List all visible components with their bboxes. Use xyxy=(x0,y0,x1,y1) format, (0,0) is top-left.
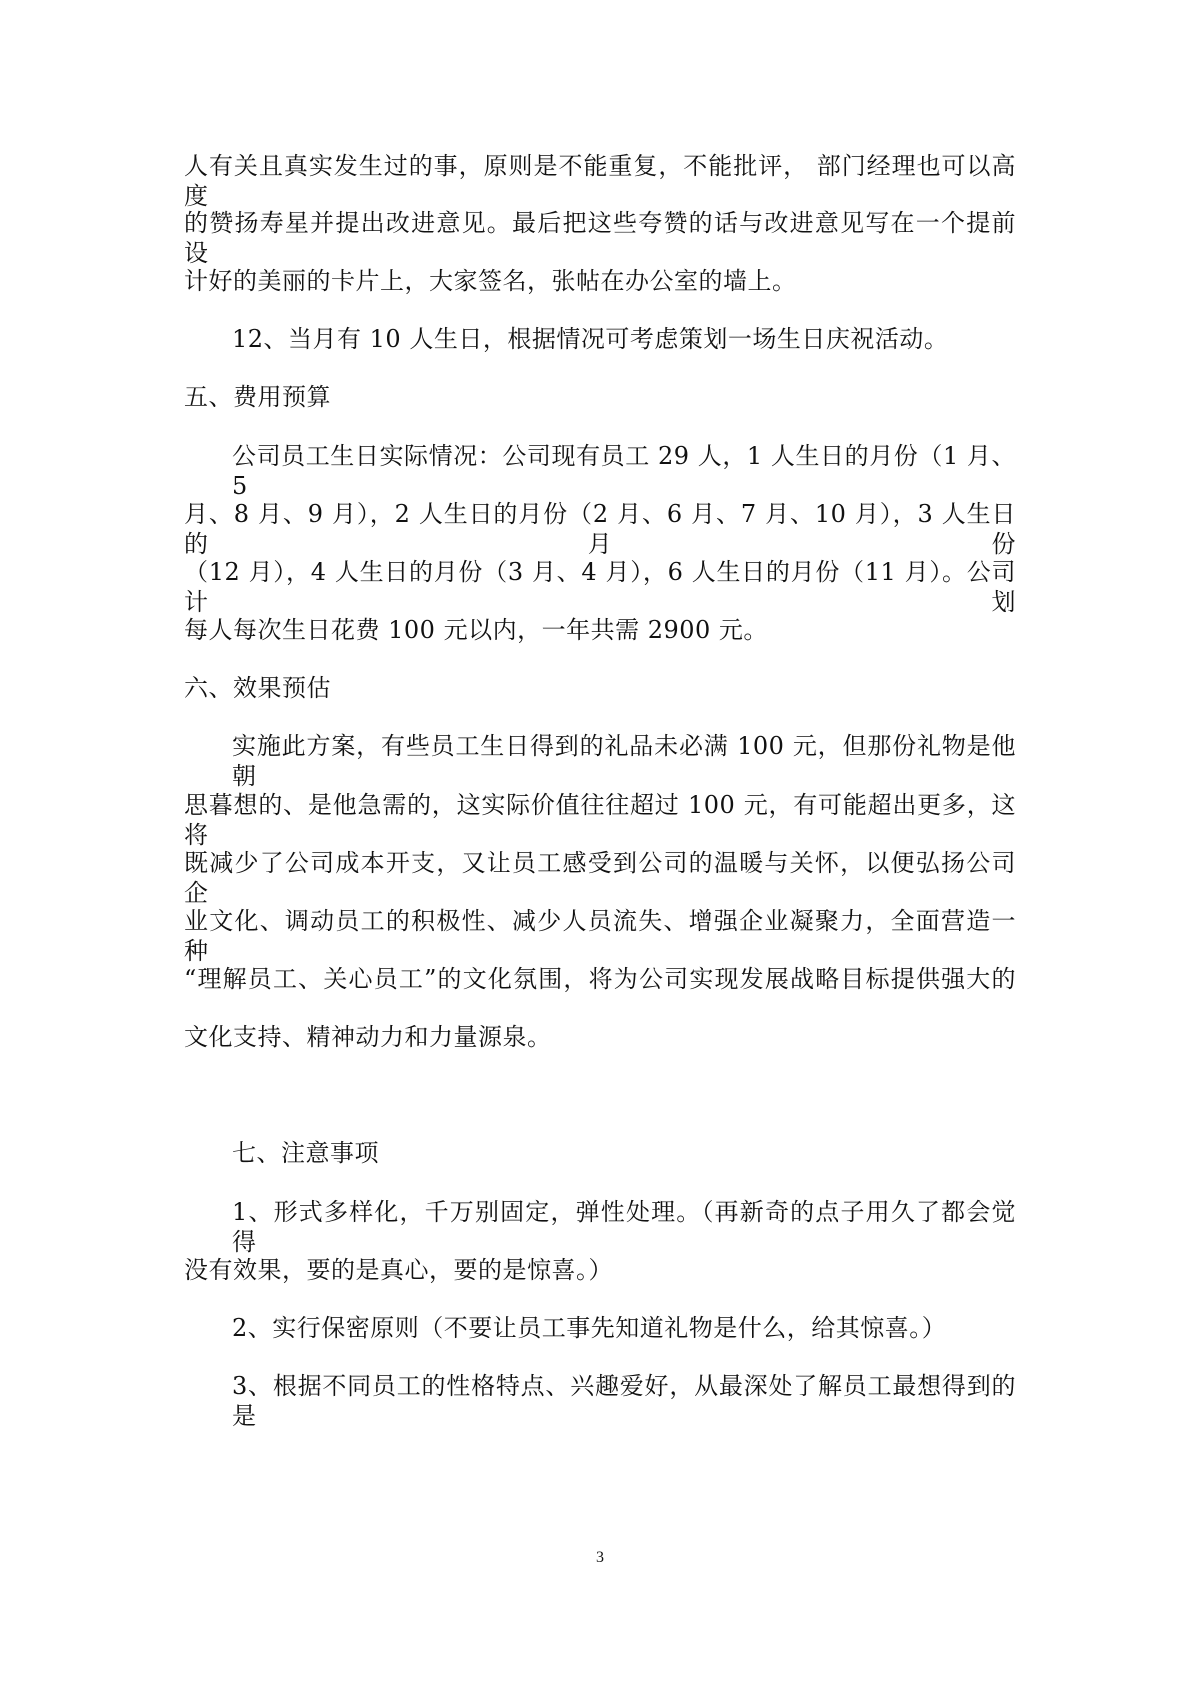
section-heading: 七、注意事项 xyxy=(232,1139,379,1167)
section-heading: 五、费用预算 xyxy=(184,383,331,411)
paragraph-line: 文化支持、精神动力和力量源泉。 xyxy=(184,1023,552,1051)
paragraph-line: 月、8 月、9 月），2 人生日的月份（2 月、6 月、7 月、10 月），3 人生日的月份 xyxy=(184,500,1016,558)
list-item: 12、当月有 10 人生日，根据情况可考虑策划一场生日庆祝活动。 xyxy=(232,325,949,353)
section-heading: 六、效果预估 xyxy=(184,674,331,702)
paragraph-line: “理解员工、关心员工”的文化氛围，将为公司实现发展战略目标提供强大的 xyxy=(184,965,1016,993)
paragraph-line: 业文化、调动员工的积极性、减少人员流失、增强企业凝聚力，全面营造一种 xyxy=(184,907,1016,965)
list-item: 1、形式多样化，千万别固定，弹性处理。（再新奇的点子用久了都会觉得 xyxy=(232,1198,1016,1256)
list-item: 3、根据不同员工的性格特点、兴趣爱好，从最深处了解员工最想得到的是 xyxy=(232,1372,1016,1430)
paragraph-line: 计好的美丽的卡片上，大家签名，张帖在办公室的墙上。 xyxy=(184,267,797,295)
paragraph-line: 的赞扬寿星并提出改进意见。最后把这些夸赞的话与改进意见写在一个提前设 xyxy=(184,209,1016,267)
paragraph-line: 思暮想的、是他急需的，这实际价值往往超过 100 元，有可能超出更多，这将 xyxy=(184,791,1016,849)
list-item-continuation: 没有效果，要的是真心，要的是惊喜。） xyxy=(184,1256,613,1284)
paragraph-line: 公司员工生日实际情况：公司现有员工 29 人，1 人生日的月份（1 月、5 xyxy=(232,442,1016,500)
paragraph-line: 既减少了公司成本开支，又让员工感受到公司的温暖与关怀，以便弘扬公司企 xyxy=(184,849,1016,907)
paragraph-line: 每人每次生日花费 100 元以内，一年共需 2900 元。 xyxy=(184,616,768,644)
list-item: 2、实行保密原则（不要让员工事先知道礼物是什么，给其惊喜。） xyxy=(232,1314,947,1342)
page-number: 3 xyxy=(596,1549,604,1566)
paragraph-line: 人有关且真实发生过的事，原则是不能重复，不能批评， 部门经理也可以高度 xyxy=(184,152,1016,210)
paragraph-line: 实施此方案，有些员工生日得到的礼品未必满 100 元，但那份礼物是他朝 xyxy=(232,732,1016,790)
paragraph-line: （12 月），4 人生日的月份（3 月、4 月），6 人生日的月份（11 月）。公司计划 xyxy=(184,558,1016,616)
